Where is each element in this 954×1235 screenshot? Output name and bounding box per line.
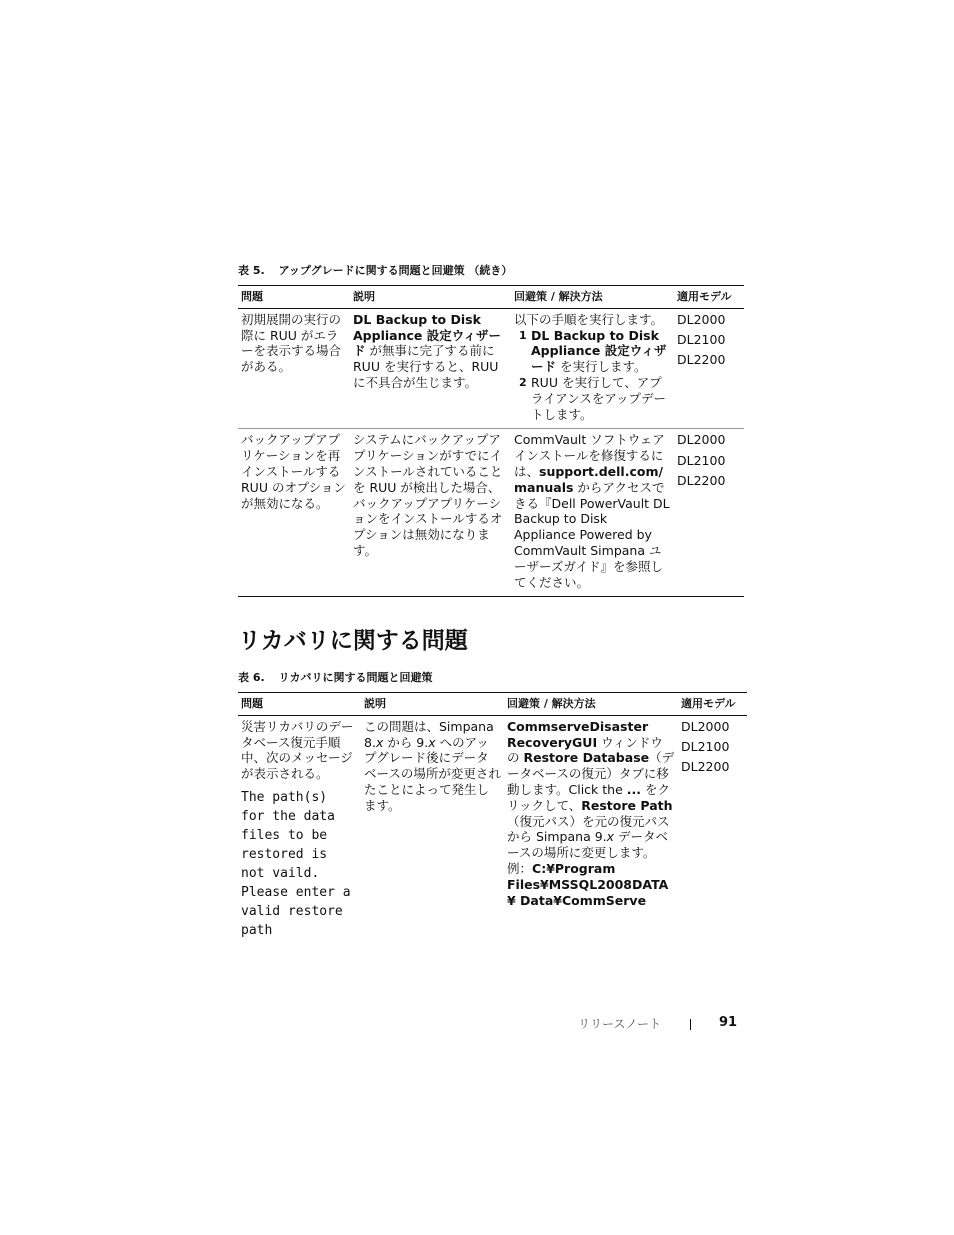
page-number: 91 — [719, 1015, 738, 1030]
table6-header-row — [238, 693, 747, 716]
list-item — [514, 375, 671, 422]
step-bold: DL Backup to Disk Appliance 設定ウィザード — [531, 327, 667, 375]
table5-header-models: 適用モデル — [674, 286, 744, 309]
model-label: DL2100 — [681, 739, 730, 755]
models-cell — [678, 715, 747, 946]
description-cell: システムにバックアップアプリケーションがすでにインストールされていることを RUU が検出した場合、バックアップアプリケーションをインストールするオプションは無効になります。 — [350, 429, 511, 597]
solution-bold: ... — [626, 781, 641, 797]
step-number: 1 — [519, 328, 527, 342]
table6-header-description: 説明 — [361, 693, 504, 716]
support-link: support.dell.com/ manuals — [514, 463, 664, 495]
model-label: DL2000 — [677, 432, 726, 448]
description-cell — [350, 308, 511, 429]
table6-header-solution: 回避策 / 解決方法 — [504, 693, 678, 716]
table6-caption-title: リカバリに関する問題と回避策 — [278, 671, 433, 684]
table5-header-row — [238, 286, 744, 309]
step-text: RUU を実行して、アプライアンスをアップデートします。 — [531, 374, 667, 422]
desc-italic: x — [375, 734, 384, 750]
desc-bold: DL Backup to Disk Appliance 設定ウィザード — [353, 311, 501, 359]
solution-text: CommVault ソフトウェアインストールを修復するには、 — [514, 432, 665, 479]
list-item — [514, 328, 671, 375]
table-row — [238, 308, 744, 429]
solution-path: C:¥Program Files¥MSSQL2008DATA ¥ Data¥CommServe — [507, 860, 669, 908]
model-label: DL2200 — [677, 472, 726, 488]
models-cell — [674, 308, 744, 429]
solution-cell — [511, 308, 674, 429]
table6-header-problem: 問題 — [238, 693, 361, 716]
solution-steps — [514, 328, 671, 423]
solution-intro: 以下の手順を実行します。 — [514, 311, 664, 327]
desc-text: が無事に完了する前に RUU を実行すると、RUU に不具合が生じます。 — [353, 343, 499, 390]
table5-header-problem: 問題 — [238, 286, 350, 309]
table5-header-solution: 回避策 / 解決方法 — [511, 286, 674, 309]
desc-text: へのアップグレード後にデータベースの場所が変更されたことによって発生します。 — [364, 734, 501, 813]
problem-cell — [238, 715, 361, 946]
footer-title: リリースノート — [578, 1017, 662, 1031]
model-label: DL2200 — [677, 352, 726, 368]
table5-caption — [238, 262, 512, 278]
problem-cell: バックアップアプリケーションを再インストールする RUU のオプションが無効になる。 — [238, 429, 350, 597]
table6-caption-number: 表 6. — [238, 671, 265, 684]
solution-cell — [511, 429, 674, 597]
problem-text: 災害リカバリのデータベース復元手順中、次のメッセージが表示される。 — [241, 718, 354, 782]
desc-text: から 9. — [383, 734, 429, 750]
table6 — [238, 692, 747, 946]
models-cell — [674, 429, 744, 597]
section-title: リカバリに関する問題 — [238, 628, 468, 654]
table5-caption-number: 表 5. — [238, 264, 265, 277]
solution-cell — [504, 715, 678, 946]
solution-text: をクリックして、 — [507, 781, 670, 813]
solution-text: （復元パス）を元の復元パスから Simpana 9. — [507, 813, 670, 845]
table5 — [238, 285, 744, 597]
solution-text: （データベースの復元）タブに移動します。Click the — [507, 750, 675, 797]
solution-italic: x — [606, 829, 615, 845]
table5-caption-title: アップグレードに関する問題と回避策 （続き） — [278, 264, 513, 277]
model-label: DL2000 — [677, 311, 726, 327]
model-label: DL2000 — [681, 718, 730, 734]
solution-text: データベースの場所に変更します。例： — [507, 829, 669, 876]
problem-cell: 初期展開の実行の際に RUU がエラーを表示する場合がある。 — [238, 308, 350, 429]
desc-text: この問題は、Simpana 8. — [364, 718, 494, 750]
desc-italic: x — [428, 734, 436, 750]
step-number: 2 — [519, 375, 527, 389]
solution-bold: Restore Path — [581, 797, 673, 813]
model-label: DL2100 — [677, 332, 726, 348]
solution-text: ウィンドウの — [507, 734, 663, 766]
footer-separator — [690, 1019, 691, 1030]
table-row — [238, 429, 744, 597]
table5-header-description: 説明 — [350, 286, 511, 309]
error-message: The path(s) for the data files to be restored is not vaild. Please enter a valid restore path — [241, 789, 351, 938]
solution-bold: CommserveDisaster RecoveryGUI — [507, 718, 649, 750]
table6-header-models: 適用モデル — [678, 693, 747, 716]
table6-caption — [238, 669, 433, 685]
model-label: DL2100 — [677, 452, 726, 468]
solution-text: からアクセスできる『Dell PowerVault DL Backup to Disk Appliance Powered by CommVault Simpana ユーザーズガイド』を参照してください。 — [514, 479, 670, 590]
description-cell — [361, 715, 504, 946]
table-row — [238, 715, 747, 946]
step-text: を実行します。 — [556, 359, 647, 375]
model-label: DL2200 — [681, 759, 730, 775]
solution-bold: Restore Database — [523, 750, 650, 766]
